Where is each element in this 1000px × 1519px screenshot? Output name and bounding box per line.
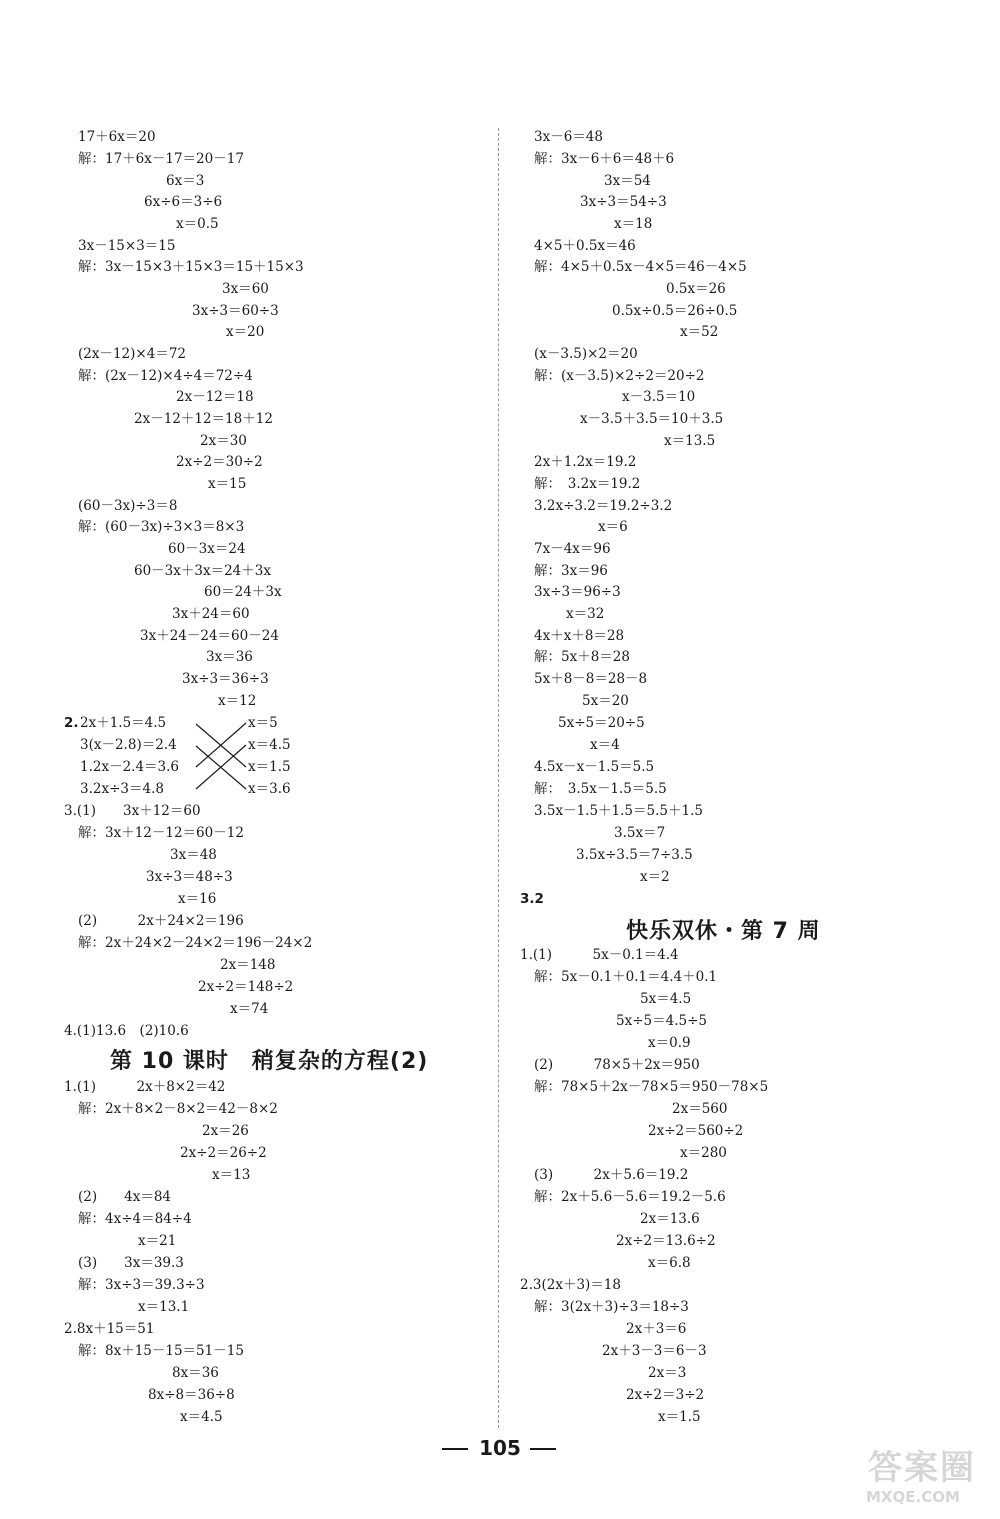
- question-line: (3) 3x＝39.3: [78, 1255, 184, 1271]
- question-line: (3) 2x＋5.6＝19.2: [534, 1167, 689, 1183]
- equation-line: x＝13.5: [664, 433, 716, 449]
- equation-line: 3x÷3＝60÷3: [192, 303, 279, 319]
- equation-line: 2x＝13.6: [640, 1211, 700, 1227]
- equation-line: 2x－12＝18: [176, 389, 254, 405]
- equation-line: 5x÷5＝20÷5: [558, 715, 645, 731]
- page-number-dash: [530, 1448, 556, 1450]
- solution-line: 解：(2x－12)×4÷4＝72÷4: [78, 368, 253, 384]
- equation-line: 2x＋3－3＝6－3: [602, 1343, 707, 1359]
- equation-line: 4×5＋0.5x＝46: [534, 238, 636, 254]
- solution-line: 解：5x－0.1＋0.1＝4.4＋0.1: [534, 969, 718, 985]
- equation-line: 5x÷5＝4.5÷5: [616, 1013, 707, 1029]
- equation-line: 8x÷8＝36÷8: [148, 1387, 235, 1403]
- equation-line: 3x＝48: [170, 847, 217, 863]
- equation-line: x＝13.1: [138, 1299, 190, 1315]
- equation-line: 0.5x＝26: [666, 281, 726, 297]
- equation-line: 3x＝36: [206, 649, 253, 665]
- section-title: 快乐双休・第 7 周: [626, 919, 821, 944]
- equation-line: 8x＝36: [172, 1365, 219, 1381]
- equation-line: 0.5x÷0.5＝26÷0.5: [612, 303, 738, 319]
- equation-line: 4.5x－x－1.5＝5.5: [534, 759, 655, 775]
- solution-line: 解：(60－3x)÷3×3＝8×3: [78, 519, 245, 535]
- equation-line: 17＋6x＝20: [78, 129, 156, 145]
- solution-line: 解：2x＋5.6－5.6＝19.2－5.6: [534, 1189, 726, 1205]
- question-line: 2.3(2x＋3)＝18: [520, 1277, 621, 1293]
- solution-line: 解：78×5＋2x－78×5＝950－78×5: [534, 1079, 769, 1095]
- match-left-item: 1.2x－2.4＝3.6: [80, 759, 180, 775]
- equation-line: 2x÷2＝3÷2: [626, 1387, 705, 1403]
- equation-line: x＝13: [212, 1167, 251, 1183]
- solution-line: 解：17＋6x－17＝20－17: [78, 151, 244, 167]
- equation-line: x－3.5＝10: [622, 389, 696, 405]
- solution-line: 解： 3.2x＝19.2: [534, 476, 641, 492]
- question-line: 1.(1) 5x－0.1＝4.4: [520, 947, 679, 963]
- equation-line: x＝0.5: [176, 216, 219, 232]
- question-line: 4.(1)13.6 (2)10.6: [64, 1023, 189, 1039]
- solution-line: 解：3x＝96: [534, 563, 608, 579]
- match-right-item: x＝3.6: [248, 781, 291, 797]
- equation-line: 3.5x－1.5＋1.5＝5.5＋1.5: [534, 803, 703, 819]
- match-left-item: 2x＋1.5＝4.5: [80, 715, 167, 731]
- equation-line: x＝6.8: [648, 1255, 691, 1271]
- watermark-url: MXQE.COM: [866, 1488, 960, 1506]
- match-left-item: 3(x－2.8)＝2.4: [80, 737, 177, 753]
- solution-line: 解：3x－6＋6＝48＋6: [534, 151, 675, 167]
- equation-line: 3x÷3＝36÷3: [182, 671, 269, 687]
- question-line: (2) 4x＝84: [78, 1189, 172, 1205]
- equation-line: x＝4.5: [180, 1409, 223, 1425]
- match-right-item: x＝4.5: [248, 737, 291, 753]
- equation-line: 3x－15×3＝15: [78, 238, 176, 254]
- equation-line: 2x－12＋12＝18＋12: [134, 411, 273, 427]
- equation-line: 3.2x÷3.2＝19.2÷3.2: [534, 498, 673, 514]
- equation-line: 2x＋3＝6: [626, 1321, 687, 1337]
- equation-line: x＝6: [598, 519, 628, 535]
- watermark-text: 答案圈: [868, 1448, 976, 1488]
- equation-line: 60＝24＋3x: [204, 584, 282, 600]
- equation-line: 3x÷3＝96÷3: [534, 584, 621, 600]
- equation-line: 2x＝148: [220, 957, 276, 973]
- match-right-item: x＝5: [248, 715, 278, 731]
- match-left-item: 3.2x÷3＝4.8: [80, 781, 164, 797]
- solution-line: 解：2x＋24×2－24×2＝196－24×2: [78, 935, 313, 951]
- solution-line: 解：3x＋12－12＝60－12: [78, 825, 244, 841]
- equation-line: 5x＝4.5: [640, 991, 692, 1007]
- equation-line: (60－3x)÷3＝8: [78, 498, 178, 514]
- solution-line: 解：(x－3.5)×2÷2＝20÷2: [534, 368, 705, 384]
- equation-line: 2x÷2＝148÷2: [198, 979, 294, 995]
- equation-line: 60－3x＋3x＝24＋3x: [134, 563, 271, 579]
- equation-line: 2x÷2＝26÷2: [180, 1145, 267, 1161]
- equation-line: x＝16: [178, 891, 217, 907]
- equation-line: 3x－6＝48: [534, 129, 603, 145]
- equation-line: x＝15: [208, 476, 247, 492]
- equation-line: 60－3x＝24: [168, 541, 246, 557]
- solution-line: 解：3x－15×3＋15×3＝15＋15×3: [78, 259, 304, 275]
- equation-line: 3x＝54: [604, 173, 651, 189]
- equation-line: 2x÷2＝30÷2: [176, 454, 263, 470]
- equation-line: 2x＝26: [202, 1123, 249, 1139]
- solution-line: 解：4x÷4＝84÷4: [78, 1211, 192, 1227]
- equation-line: 3.5x＝7: [614, 825, 666, 841]
- watermark-logo: [862, 1440, 994, 1510]
- equation-line: 3.5x÷3.5＝7÷3.5: [576, 847, 693, 863]
- equation-line: x＝4: [590, 737, 620, 753]
- equation-line: x－3.5＋3.5＝10＋3.5: [580, 411, 724, 427]
- equation-line: 2x÷2＝13.6÷2: [616, 1233, 716, 1249]
- equation-line: 5x＝20: [582, 693, 629, 709]
- equation-line: 4x＋x＋8＝28: [534, 628, 625, 644]
- solution-line: 解：5x＋8＝28: [534, 649, 630, 665]
- equation-line: (x－3.5)×2＝20: [534, 346, 638, 362]
- equation-line: 6x＝3: [166, 173, 205, 189]
- equation-line: x＝18: [614, 216, 653, 232]
- question-line: (2) 2x＋24×2＝196: [78, 913, 244, 929]
- question-line: 3.(1) 3x＋12＝60: [64, 803, 201, 819]
- solution-line: 解：3(2x＋3)÷3＝18÷3: [534, 1299, 689, 1315]
- equation-line: x＝280: [680, 1145, 727, 1161]
- equation-line: x＝2: [640, 869, 670, 885]
- solution-line: 解： 3.5x－1.5＝5.5: [534, 781, 667, 797]
- match-right-item: x＝1.5: [248, 759, 291, 775]
- section-title: 第 10 课时 稍复杂的方程(2): [110, 1049, 429, 1074]
- question-line: 1.(1) 2x＋8×2＝42: [64, 1079, 226, 1095]
- solution-line: 解：4×5＋0.5x－4×5＝46－4×5: [534, 259, 747, 275]
- equation-line: 3x÷3＝48÷3: [146, 869, 233, 885]
- equation-line: (2x－12)×4＝72: [78, 346, 186, 362]
- equation-line: x＝52: [680, 324, 719, 340]
- equation-line: 6x÷6＝3÷6: [144, 194, 223, 210]
- equation-line: 3x＝60: [222, 281, 269, 297]
- equation-line: 2x＝560: [672, 1101, 728, 1117]
- equation-line: 3x÷3＝54÷3: [580, 194, 667, 210]
- equation-line: x＝12: [218, 693, 257, 709]
- equation-line: 3x＋24＝60: [172, 606, 250, 622]
- equation-line: 7x－4x＝96: [534, 541, 611, 557]
- equation-line: x＝21: [138, 1233, 177, 1249]
- equation-line: 2x÷2＝560÷2: [648, 1123, 744, 1139]
- equation-line: 2x＋1.2x＝19.2: [534, 454, 637, 470]
- equation-line: 5x＋8－8＝28－8: [534, 671, 648, 687]
- equation-line: x＝0.9: [648, 1035, 691, 1051]
- equation-line: x＝1.5: [658, 1409, 701, 1425]
- equation-line: 2x＝3: [648, 1365, 687, 1381]
- equation-line: x＝32: [566, 606, 605, 622]
- solution-line: 解：3x÷3＝39.3÷3: [78, 1277, 205, 1293]
- question-number: 2.: [64, 715, 79, 731]
- solution-line: 解：8x＋15－15＝51－15: [78, 1343, 244, 1359]
- equation-line: x＝20: [226, 324, 265, 340]
- solution-line: 解：2x＋8×2－8×2＝42－8×2: [78, 1101, 278, 1117]
- page-number: 105: [479, 1436, 521, 1460]
- question-line: 2.8x＋15＝51: [64, 1321, 155, 1337]
- question-line: (2) 78×5＋2x＝950: [534, 1057, 700, 1073]
- equation-line: 3x＋24－24＝60－24: [140, 628, 279, 644]
- equation-line: 2x＝30: [200, 433, 247, 449]
- question-line: 3.2: [520, 891, 544, 907]
- equation-line: x＝74: [230, 1001, 269, 1017]
